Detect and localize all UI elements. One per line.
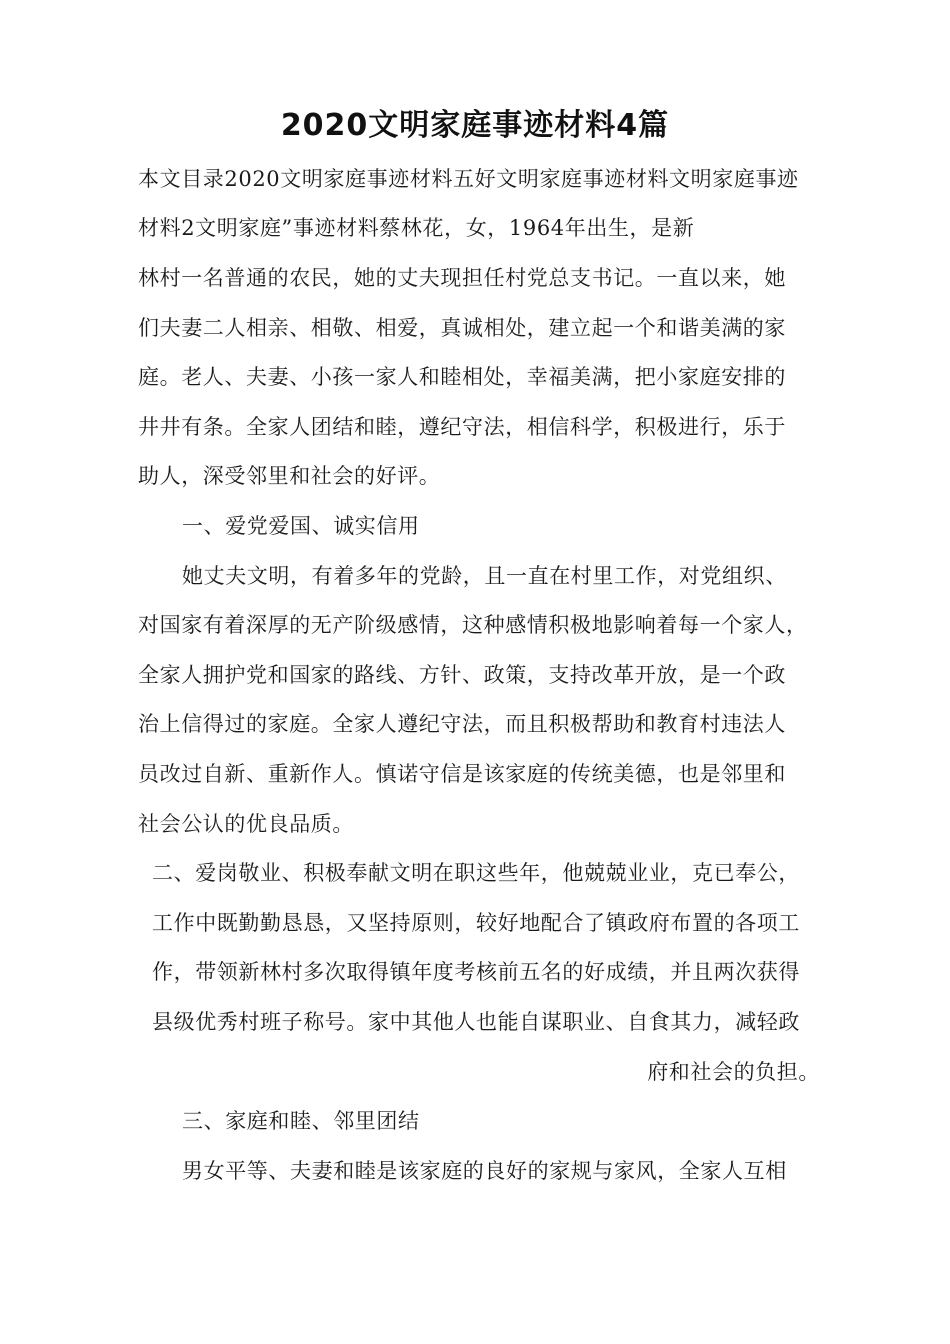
paragraph-line: 作，带领新林村多次取得镇年度考核前五名的好成绩，并且两次获得 [152, 960, 800, 984]
paragraph-line: 全家人拥护党和国家的路线、方针、政策，支持改革开放，是一个政 [138, 663, 786, 687]
paragraph-line: 本文目录2020文明家庭事迹材料五好文明家庭事迹材料文明家庭事迹 [138, 167, 799, 191]
paragraph-line: 社会公认的优良品质。 [138, 812, 354, 836]
paragraph-line: 林村一名普通的农民，她的丈夫现担任村党总支书记。一直以来，她 [138, 266, 786, 290]
paragraph-line: 助人，深受邻里和社会的好评。 [138, 464, 441, 488]
paragraph-line: 对国家有着深厚的无产阶级感情，这种感情积极地影响着每一个家人， [138, 613, 808, 637]
paragraph-line: 们夫妻二人相亲、相敬、相爱，真诚相处，建立起一个和谐美满的家 [138, 316, 786, 340]
paragraph-line: 庭。老人、夫妻、小孩一家人和睦相处，幸福美满，把小家庭安排的 [138, 365, 786, 389]
section-heading: 二、爱岗敬业、积极奉献文明在职这些年，他兢兢业业，克已奉公， [152, 861, 800, 885]
paragraph-line: 井井有条。全家人团结和睦，遵纪守法，相信科学，积极进行，乐于 [138, 415, 786, 439]
paragraph-line: 府和社会的负担。 [647, 1060, 820, 1084]
section-heading: 一、爱党爱国、诚实信用 [182, 514, 420, 538]
paragraph-line: 员改过自新、重新作人。慎诺守信是该家庭的传统美德，也是邻里和 [138, 762, 786, 786]
section-heading: 三、家庭和睦、邻里团结 [182, 1109, 420, 1133]
paragraph-line: 县级优秀村班子称号。家中其他人也能自谋职业、自食其力，减轻政 [152, 1010, 800, 1034]
paragraph-line: 材料2文明家庭”事迹材料蔡林花，女，1964年出生，是新 [138, 216, 695, 240]
paragraph-line: 她丈夫文明，有着多年的党龄，且一直在村里工作，对党组织、 [182, 564, 787, 588]
paragraph-line: 治上信得过的家庭。全家人遵纪守法，而且积极帮助和教育村违法人 [138, 712, 786, 736]
paragraph-line: 男女平等、夫妻和睦是该家庭的良好的家规与家风，全家人互相 [182, 1159, 787, 1183]
document-title: 2020文明家庭事迹材料4篇 [280, 108, 670, 143]
paragraph-line: 工作中既勤勤恳恳，又坚持原则，较好地配合了镇政府布置的各项工 [152, 911, 800, 935]
